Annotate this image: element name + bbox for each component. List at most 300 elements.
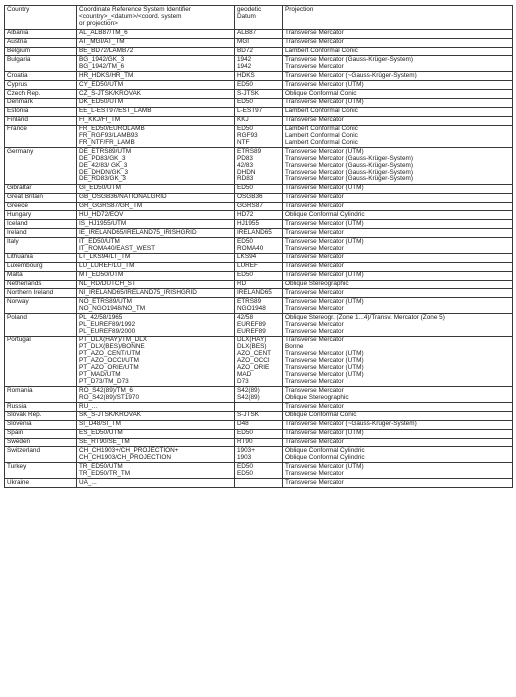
crs-cell (77, 38, 235, 47)
datum-cell (235, 411, 283, 420)
crs-line: SI_D48/SI_TM (79, 420, 121, 428)
projection-cell (283, 336, 513, 386)
header-crs-line: <country>_<datum>/<coord. system (79, 12, 182, 20)
header-datum (235, 6, 283, 30)
datum-cell (235, 229, 283, 238)
crs-line: GI_ED50/UTM (79, 184, 121, 192)
datum-cell (235, 220, 283, 229)
table-row (5, 262, 513, 271)
crs-cell (77, 81, 235, 90)
crs-line: FR_ED50/EUROLAMB (79, 125, 145, 133)
crs-cell (77, 47, 235, 56)
projection-line: Oblique Conformal Conic (285, 411, 357, 419)
datum-line: AZO_CENT (237, 350, 272, 358)
country-cell: Poland (5, 314, 77, 337)
country-cell: Netherlands (5, 280, 77, 289)
crs-cell (77, 336, 235, 386)
projection-line: Transverse Mercator (285, 438, 344, 446)
crs-cell (77, 447, 235, 463)
crs-cell (77, 72, 235, 81)
crs-line: PT_AZO_CENT/UTM (79, 350, 141, 358)
table-row (5, 402, 513, 411)
datum-line: ED50 (237, 125, 253, 133)
crs-line: DE_42/83/ GK_3 (79, 161, 128, 169)
projection-line: Oblique Stereogr. (Zone 1...4)/Transv. Mercator (Zone 5) (285, 313, 445, 321)
datum-line (237, 480, 280, 487)
crs-line: RO_S42(89)/ST1970 (79, 393, 140, 401)
projection-line: Transverse Mercator (UTM) (285, 357, 364, 365)
projection-line: Lambert Conformal Conic (285, 138, 358, 146)
projection-cell (283, 211, 513, 220)
table-row (5, 280, 513, 289)
projection-line: Transverse Mercator (285, 320, 344, 328)
projection-line: Transverse Mercator (UTM) (285, 98, 364, 106)
crs-line: GR_GGRS87/GR_TM (79, 202, 143, 210)
projection-line: Transverse Mercator (UTM) (285, 350, 364, 358)
crs-line: HR_HDKS/HR_TM (79, 71, 134, 79)
crs-cell (77, 238, 235, 254)
crs-cell (77, 463, 235, 479)
crs-line: PT_AZO_OCCI/UTM (79, 357, 140, 365)
projection-line: Transverse Mercator (UTM) (285, 462, 364, 470)
table-row (5, 98, 513, 107)
crs-cell (77, 220, 235, 229)
crs-line: UA_... (79, 478, 97, 486)
crs-line: DE_DHDN/GK_3 (79, 168, 129, 176)
country-cell: Romania (5, 387, 77, 403)
datum-cell (235, 438, 283, 447)
crs-line: DE_RD83/GK_3 (79, 175, 126, 183)
projection-line: Transverse Mercator (285, 228, 344, 236)
crs-cell (77, 98, 235, 107)
projection-line: Transverse Mercator (285, 304, 344, 312)
projection-line: Transverse Mercator (285, 202, 344, 210)
country-cell: Austria (5, 38, 77, 47)
table-row (5, 438, 513, 447)
crs-line: IT_ED50/UTM (79, 237, 120, 245)
crs-cell (77, 193, 235, 202)
crs-line: AT_MGI/AT_TM (79, 38, 125, 46)
projection-cell (283, 463, 513, 479)
table-row (5, 107, 513, 116)
country-cell: Belgium (5, 47, 77, 56)
projection-line: Transverse Mercator (285, 38, 344, 46)
datum-line: RD (237, 280, 247, 288)
projection-cell (283, 387, 513, 403)
table-row (5, 447, 513, 463)
datum-line: 1903+ (237, 447, 255, 455)
datum-cell (235, 116, 283, 125)
country-cell: Croatia (5, 72, 77, 81)
country-cell: Sweden (5, 438, 77, 447)
projection-cell (283, 411, 513, 420)
datum-line: L-EST97 (237, 107, 263, 115)
table-row (5, 238, 513, 254)
datum-line: RGF93 (237, 132, 258, 140)
country-cell: Hungary (5, 211, 77, 220)
projection-cell (283, 107, 513, 116)
country-cell: Slovenia (5, 420, 77, 429)
datum-line: OSGB36 (237, 193, 263, 201)
projection-line: Transverse Mercator (UTM) (285, 370, 364, 378)
projection-cell (283, 29, 513, 38)
country-cell: Iceland (5, 220, 77, 229)
crs-line: CH_CH1903+/CH_PROJECTION+ (79, 447, 179, 455)
datum-line: NGO1948 (237, 304, 266, 312)
country-cell: Czech Rep. (5, 89, 77, 98)
projection-line: Transverse Mercator (Gauss-Krüger-System) (285, 175, 413, 183)
datum-line: IRELAND65 (237, 289, 272, 297)
country-cell: Denmark (5, 98, 77, 107)
projection-line: Transverse Mercator (285, 193, 344, 201)
crs-line: NL_RD/DUTCH_ST (79, 280, 136, 288)
projection-cell (283, 148, 513, 185)
projection-cell (283, 420, 513, 429)
datum-cell (235, 47, 283, 56)
projection-cell (283, 193, 513, 202)
datum-line: ETRS89 (237, 297, 262, 305)
projection-cell (283, 98, 513, 107)
datum-line: ROMA40 (237, 244, 264, 252)
crs-line: IS_HJ1955/UTM (79, 219, 127, 227)
crs-line: LU_LUREF/LU_TM (79, 262, 135, 270)
datum-cell (235, 89, 283, 98)
projection-cell (283, 220, 513, 229)
table-row (5, 420, 513, 429)
crs-cell (77, 280, 235, 289)
projection-cell (283, 429, 513, 438)
crs-cell (77, 89, 235, 98)
crs-cell (77, 253, 235, 262)
crs-cell (77, 438, 235, 447)
crs-cell (77, 56, 235, 72)
crs-cell (77, 411, 235, 420)
datum-line: MAD (237, 370, 252, 378)
projection-line: Bonne (285, 343, 304, 351)
table-row (5, 116, 513, 125)
table-row (5, 56, 513, 72)
table-row (5, 463, 513, 479)
projection-line: Transverse Mercator (Gauss-Krüger-System) (285, 161, 413, 169)
projection-line: Transverse Mercator (Gauss-Krüger-System) (285, 55, 413, 63)
datum-line: AZO_ORIE (237, 364, 270, 372)
crs-line: PT_AZO_ORIE/UTM (79, 364, 139, 372)
table-row (5, 193, 513, 202)
crs-cell (77, 29, 235, 38)
datum-line: DHDN (237, 168, 256, 176)
crs-cell (77, 202, 235, 211)
projection-line: Oblique Conformal Cylindric (285, 211, 365, 219)
country-cell: Luxembourg (5, 262, 77, 271)
crs-line: DE_ETRS89/UTM (79, 147, 132, 155)
datum-line: S42(89) (237, 386, 260, 394)
crs-cell (77, 262, 235, 271)
crs-line: RU_... (79, 402, 98, 410)
crs-line: DK_ED50/UTM (79, 98, 124, 106)
datum-line: LKS94 (237, 253, 257, 261)
crs-cell (77, 289, 235, 298)
projection-line: Transverse Mercator (285, 244, 344, 252)
projection-cell (283, 116, 513, 125)
datum-cell (235, 72, 283, 81)
table-row (5, 81, 513, 90)
datum-line: ED50 (237, 429, 253, 437)
datum-cell (235, 56, 283, 72)
crs-line: PT_D73/TM_D73 (79, 377, 129, 385)
header-crs (77, 6, 235, 30)
crs-line: HU_HD72/EOV (79, 211, 124, 219)
projection-cell (283, 229, 513, 238)
projection-line: Transverse Mercator (Gauss-Krüger-System) (285, 154, 413, 162)
projection-cell (283, 262, 513, 271)
crs-table (4, 5, 513, 488)
datum-cell (235, 29, 283, 38)
country-cell: Malta (5, 271, 77, 280)
crs-line: NO_NGO1948/NO_TM (79, 304, 146, 312)
crs-line: PL_42/58/1965 (79, 313, 123, 321)
country-cell: Slovak Rep. (5, 411, 77, 420)
crs-line: CY_ED50/UTM (79, 80, 124, 88)
crs-line: PT_DLX(BES)/BONNE (79, 343, 145, 351)
country-cell: Russia (5, 402, 77, 411)
table-row (5, 211, 513, 220)
country-cell: France (5, 125, 77, 148)
projection-line: Transverse Mercator (UTM) (285, 364, 364, 372)
header-crs-line: Coordinate Reference System Identifier (79, 6, 191, 13)
datum-line: BD72 (237, 47, 253, 55)
datum-cell (235, 420, 283, 429)
datum-line: D73 (237, 377, 249, 385)
header-row (5, 6, 513, 30)
table-body (5, 29, 513, 487)
datum-cell (235, 463, 283, 479)
table-row (5, 72, 513, 81)
crs-line: PT_MAD/UTM (79, 370, 121, 378)
datum-cell (235, 429, 283, 438)
projection-line: Lambert Conformal Conic (285, 132, 358, 140)
projection-line: Transverse Mercator (UTM) (285, 147, 364, 155)
crs-cell (77, 298, 235, 314)
header-datum-line: Datum (237, 12, 256, 20)
datum-cell (235, 336, 283, 386)
projection-line: Transverse Mercator (285, 29, 344, 37)
datum-line: ED50 (237, 98, 253, 106)
projection-cell (283, 81, 513, 90)
table-row (5, 29, 513, 38)
crs-line: FR_RGF93/LAMB93 (79, 132, 138, 140)
table-row (5, 89, 513, 98)
header-datum-line: geodetic (237, 6, 262, 13)
table-row (5, 125, 513, 148)
projection-line: Transverse Mercator (285, 336, 344, 344)
projection-line: Transverse Mercator (~Gauss-Krüger-System) (285, 71, 417, 79)
table-row (5, 271, 513, 280)
projection-line: Transverse Mercator (285, 386, 344, 394)
projection-line: Transverse Mercator (285, 253, 344, 261)
datum-cell (235, 253, 283, 262)
datum-line: NTF (237, 138, 250, 146)
crs-line: TR_ED50/UTM (79, 462, 123, 470)
projection-cell (283, 298, 513, 314)
crs-cell (77, 387, 235, 403)
datum-line: ED50 (237, 469, 253, 477)
crs-line: ES_ED50/UTM (79, 429, 123, 437)
table-row (5, 202, 513, 211)
table-row (5, 336, 513, 386)
datum-line: ED50 (237, 80, 253, 88)
crs-line: SK_S-JTSK/KROVAK (79, 411, 142, 419)
datum-cell (235, 402, 283, 411)
projection-line: Transverse Mercator (285, 327, 344, 335)
country-cell: Portugal (5, 336, 77, 386)
crs-cell (77, 479, 235, 488)
datum-line: 1942 (237, 62, 252, 70)
crs-line: BE_BD72/LAMB72 (79, 47, 134, 55)
datum-line: LUREF (237, 262, 258, 270)
projection-line: Transverse Mercator (285, 116, 344, 124)
crs-line: CH_CH1903/CH_PROJECTION (79, 453, 171, 461)
country-cell: Albania (5, 29, 77, 38)
datum-line: D48 (237, 420, 249, 428)
country-cell: Gibraltar (5, 184, 77, 193)
datum-line: ED50 (237, 184, 253, 192)
crs-cell (77, 148, 235, 185)
datum-cell (235, 81, 283, 90)
projection-cell (283, 184, 513, 193)
projection-line: Lambert Conformal Conic (285, 47, 358, 55)
projection-line: Transverse Mercator (285, 402, 344, 410)
projection-cell (283, 271, 513, 280)
table-row (5, 184, 513, 193)
crs-line: FI_KKJ/FI_TM (79, 116, 121, 124)
datum-line: EUREF89 (237, 320, 266, 328)
projection-cell (283, 56, 513, 72)
crs-cell (77, 402, 235, 411)
country-cell: Finland (5, 116, 77, 125)
table-row (5, 298, 513, 314)
projection-line: Transverse Mercator (285, 377, 344, 385)
datum-line: ALB87 (237, 29, 257, 37)
datum-line: RT90 (237, 438, 253, 446)
projection-line: Transverse Mercator (UTM) (285, 237, 364, 245)
projection-line: Transverse Mercator (285, 289, 344, 297)
crs-cell (77, 125, 235, 148)
table-row (5, 411, 513, 420)
country-cell: Norway (5, 298, 77, 314)
crs-line: IT_ROMA40/EAST_WEST (79, 244, 155, 252)
table-row (5, 47, 513, 56)
datum-line: ED50 (237, 271, 253, 279)
country-cell: Northern Ireland (5, 289, 77, 298)
header-country: Country (5, 6, 77, 30)
datum-line: IRELAND65 (237, 228, 272, 236)
projection-line: Transverse Mercator (Gauss-Krüger-System) (285, 168, 413, 176)
crs-line: AL_ALB87/TM_6 (79, 29, 128, 37)
datum-line: S-JTSK (237, 89, 260, 97)
projection-line: Transverse Mercator (UTM) (285, 184, 364, 192)
datum-line: MGI (237, 38, 250, 46)
datum-line: ETRS89 (237, 147, 262, 155)
table-row (5, 387, 513, 403)
crs-cell (77, 116, 235, 125)
projection-cell (283, 289, 513, 298)
projection-cell (283, 447, 513, 463)
projection-line: Lambert Conformal Conic (285, 125, 358, 133)
projection-line: Transverse Mercator (UTM) (285, 271, 364, 279)
projection-line: Lambert Conformal Conic (285, 107, 358, 115)
crs-line: CZ_S-JTSK/KROVAK (79, 89, 142, 97)
datum-cell (235, 280, 283, 289)
crs-line: RO_S42(89)/TM_6 (79, 386, 133, 394)
projection-cell (283, 38, 513, 47)
datum-line: KKJ (237, 116, 249, 124)
country-cell: Lithuania (5, 253, 77, 262)
crs-line: TR_ED50/TR_TM (79, 469, 131, 477)
projection-line: Transverse Mercator (UTM) (285, 219, 364, 227)
projection-cell (283, 72, 513, 81)
crs-line: SE_RT90/SE_TM (79, 438, 130, 446)
country-cell: Turkey (5, 463, 77, 479)
crs-cell (77, 107, 235, 116)
datum-line: DLX(BES) (237, 343, 267, 351)
crs-line: PT_DLX(HAY)/TM_DLX (79, 336, 148, 344)
projection-line: Transverse Mercator (285, 262, 344, 270)
datum-cell (235, 148, 283, 185)
datum-cell (235, 271, 283, 280)
table-row (5, 429, 513, 438)
datum-cell (235, 202, 283, 211)
crs-line: NO_ETRS89/UTM (79, 297, 132, 305)
crs-line: DE_PD83/GK_3 (79, 154, 126, 162)
table-row (5, 314, 513, 337)
crs-line: BG_1942/GK_3 (79, 55, 125, 63)
country-cell: Switzerland (5, 447, 77, 463)
datum-line: DLX(HAY) (237, 336, 267, 344)
projection-line: Oblique Conformal Cylindric (285, 447, 365, 455)
country-cell: Ukraine (5, 479, 77, 488)
projection-cell (283, 238, 513, 254)
datum-cell (235, 387, 283, 403)
projection-cell (283, 253, 513, 262)
projection-line: Transverse Mercator (285, 469, 344, 477)
datum-line: 1903 (237, 453, 252, 461)
crs-cell (77, 314, 235, 337)
datum-cell (235, 289, 283, 298)
crs-cell (77, 420, 235, 429)
projection-cell (283, 402, 513, 411)
projection-line: Oblique Conformal Conic (285, 89, 357, 97)
table-row (5, 479, 513, 488)
crs-line: LT_LKS94/LT_TM (79, 253, 131, 261)
projection-line: Oblique Stereographic (285, 280, 349, 288)
datum-line: EUREF89 (237, 327, 266, 335)
country-cell: Bulgaria (5, 56, 77, 72)
datum-cell (235, 262, 283, 271)
country-cell: Great Britain (5, 193, 77, 202)
datum-line: RD83 (237, 175, 254, 183)
table-row (5, 148, 513, 185)
projection-line: Oblique Conformal Cylindric (285, 453, 365, 461)
table-row (5, 220, 513, 229)
country-cell: Greece (5, 202, 77, 211)
datum-cell (235, 298, 283, 314)
projection-line: Transverse Mercator (UTM) (285, 297, 364, 305)
projection-line: Transverse Mercator (UTM) (285, 80, 364, 88)
datum-line: ED50 (237, 237, 253, 245)
crs-cell (77, 211, 235, 220)
datum-cell (235, 184, 283, 193)
datum-cell (235, 193, 283, 202)
